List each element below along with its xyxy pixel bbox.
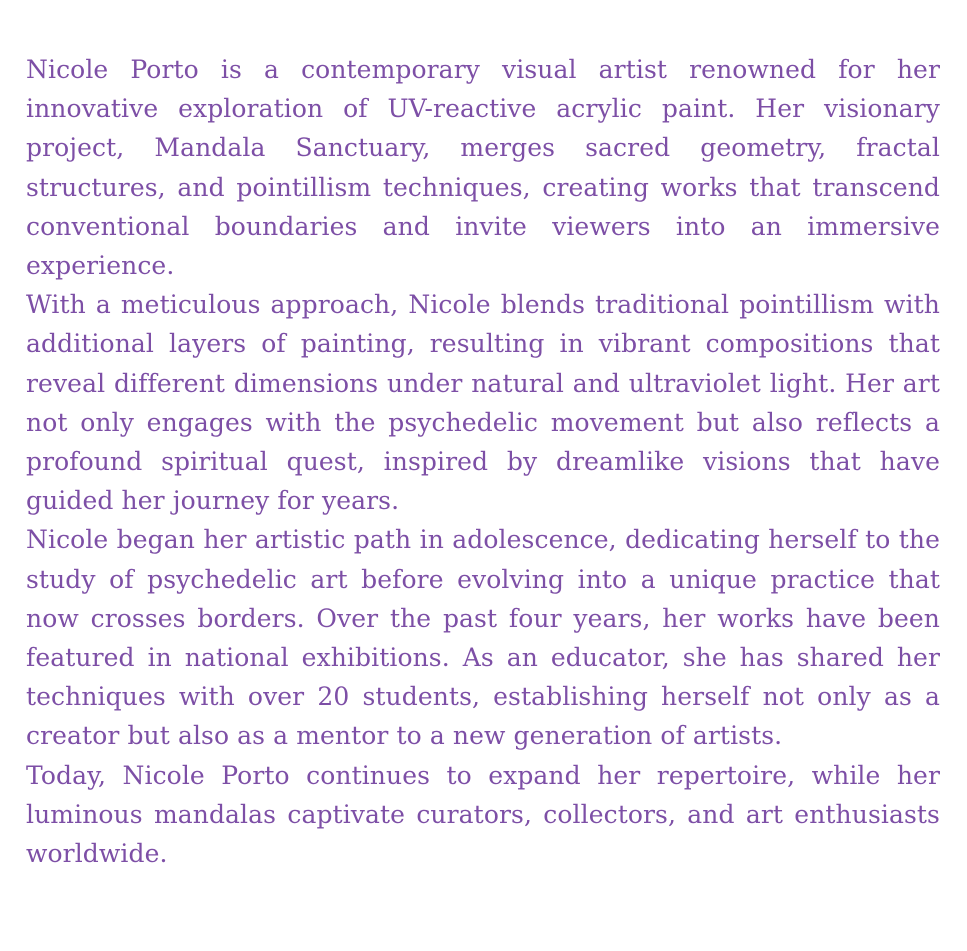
bio-paragraph-approach: With a meticulous approach, Nicole blends traditional pointillism with additional layers of painting, resulting in vibrant compositions that reveal different dimensions under natural and ultraviolet light. Her art not only engages with the psychedelic movement but also reflects a profound spiritual quest, inspired by dreamlike visions that have guided her journey for years. — [26, 290, 940, 516]
bio-paragraph-intro: Nicole Porto is a contemporary visual artist renowned for her innovative exploration of UV-reactive acrylic paint. Her visionary project, Mandala Sanctuary, merges sacred geometry, fractal structures, and pointillism techniques, creating works that transcend conventional boundaries and invite viewers into an immersive experience. — [26, 55, 940, 281]
bio-paragraph-today: Today, Nicole Porto continues to expand her repertoire, while her luminous mandalas captivate curators, collectors, and art enthusiasts worldwide. — [26, 760, 940, 869]
artist-bio — [26, 50, 940, 873]
bio-paragraph-career: Nicole began her artistic path in adolescence, dedicating herself to the study of psychedelic art before evolving into a unique practice that now crosses borders. Over the past four years, her works have been featured in national exhibitions. As an educator, she has shared her techniques with over 20 students, establishing herself not only as a creator but also as a mentor to a new generation of artists. — [26, 525, 940, 751]
